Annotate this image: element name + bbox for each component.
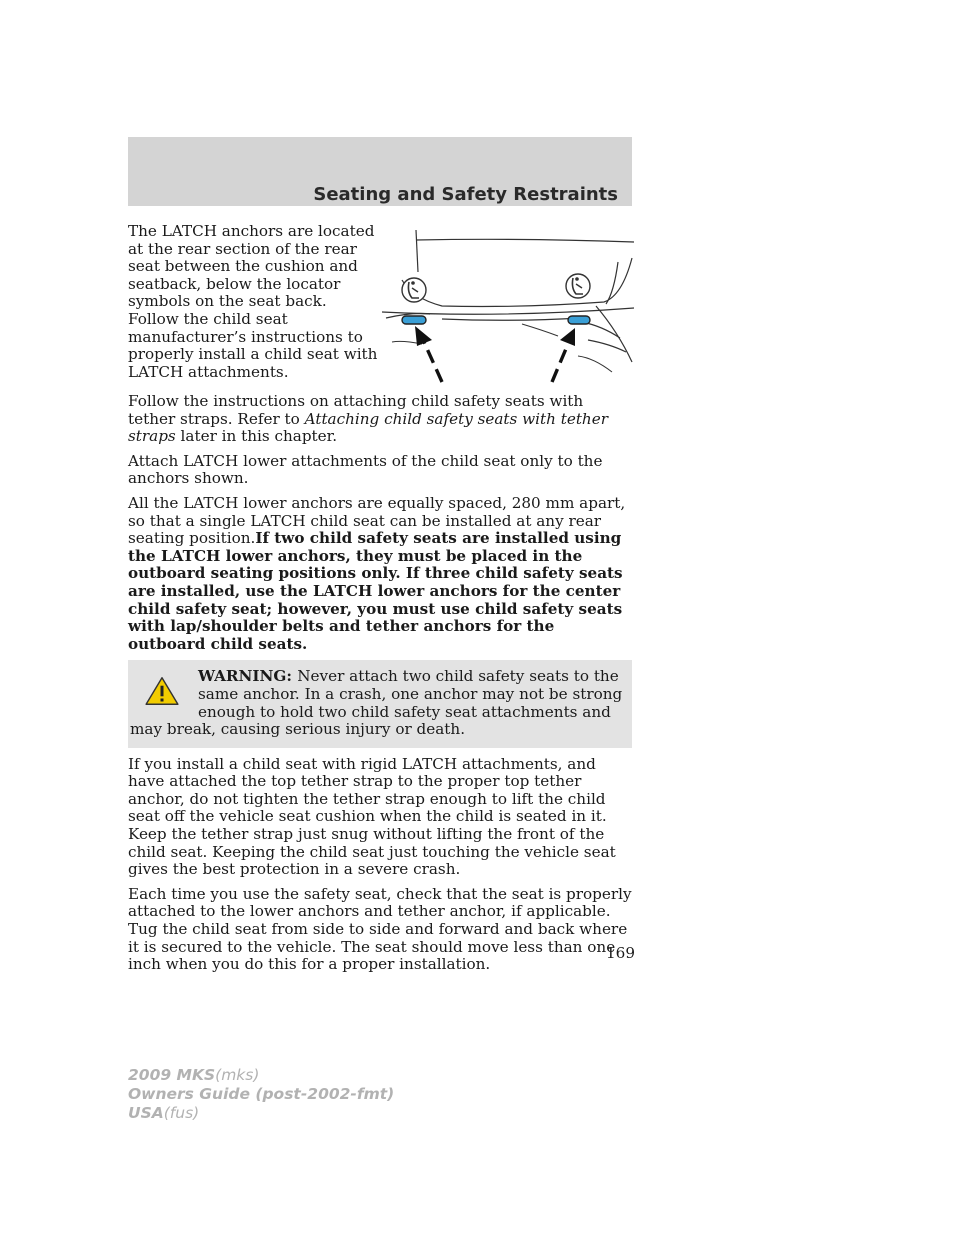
- p1-text-end: later in this chapter.: [175, 427, 338, 446]
- child-seat-locator-symbol-icon: [566, 274, 590, 298]
- paragraph-rigid-latch: If you install a child seat with rigid LATCH attachments, and have attached the top tether strap to the proper top tether anchor, do not tighten the tether strap enough to lift the child seat off the vehicle seat cushion when the child is seated in it. Keep the tether strap just snug without lifting the front of the child seat. Keeping the child seat just touching the vehicle seat gives the best protection in a severe crash.: [128, 754, 616, 879]
- p3-text: All the LATCH lower anchors are equally spaced, 280 mm apart, so that a single LATCH child seat can be installed at any rear seating position.: [128, 493, 626, 548]
- arrow-pointer-icon: [552, 328, 575, 382]
- warning-text: [130, 668, 624, 738]
- paragraph-check-installation: Each time you use the safety seat, check that the seat is properly attached to the lower anchors and tether anchor, if applicable. Tug the child seat from side to side and forward and back where it is secured to the vehicle. The seat should move less than one inch when you do this for a proper installation.: [128, 884, 632, 974]
- intro-paragraph: The LATCH anchors are located at the rear section of the rear seat between the cushion and seatback, below the locator symbols on the seat back. Follow the child seat manufacturer’s instructions to properly install a child seat with LATCH attachments.: [128, 222, 378, 381]
- paragraph-attach-lower: Attach LATCH lower attachments of the child seat only to the anchors shown.: [128, 451, 603, 488]
- body-column: [128, 393, 632, 981]
- child-seat-locator-symbol-icon: [402, 278, 426, 302]
- warning-triangle-icon: [142, 676, 182, 706]
- p3-bold-text: If two child safety seats are installed using the LATCH lower anchors, they must be placed in the outboard seating positions only. If three child safety seats are installed, use the LATCH lower anchors for the center child safety seat; however, you must use child safety seats with lap/shoulder belts and tether anchors for the outboard child seats.: [128, 529, 623, 653]
- paragraph-anchor-spacing: [128, 495, 632, 653]
- paragraph-tether-reference: [128, 393, 632, 446]
- cross-reference-title: Attaching child safety seats with tether straps: [128, 409, 608, 446]
- footer-market-code: (fus): [163, 1104, 200, 1122]
- footer-document-id: [128, 1066, 394, 1123]
- warning-box: [128, 660, 632, 747]
- arrow-pointer-icon: [415, 326, 442, 382]
- section-title: Seating and Safety Restraints: [313, 184, 618, 205]
- page-number: 169: [606, 944, 635, 962]
- footer-model-code: (mks): [215, 1066, 260, 1084]
- header-band: [128, 137, 632, 206]
- latch-anchor-icon: [402, 316, 426, 324]
- p1-text: Follow the instructions on attaching child safety seats with tether straps. Refer to: [128, 392, 584, 428]
- latch-anchor-icon: [568, 316, 590, 324]
- latch-anchor-illustration: [382, 222, 634, 384]
- footer-guide-format: Owners Guide (post-2002-fmt): [128, 1085, 395, 1103]
- warning-label: WARNING:: [198, 667, 298, 686]
- rear-seat-drawing: [382, 222, 634, 384]
- footer-market: USA: [128, 1104, 164, 1122]
- warning-body: Never attach two child safety seats to the same anchor. In a crash, one anchor may not be strong enough to hold two child safety seat attachments and may break, causing serious injury or death.: [130, 667, 623, 739]
- footer-model: 2009 MKS: [128, 1066, 216, 1084]
